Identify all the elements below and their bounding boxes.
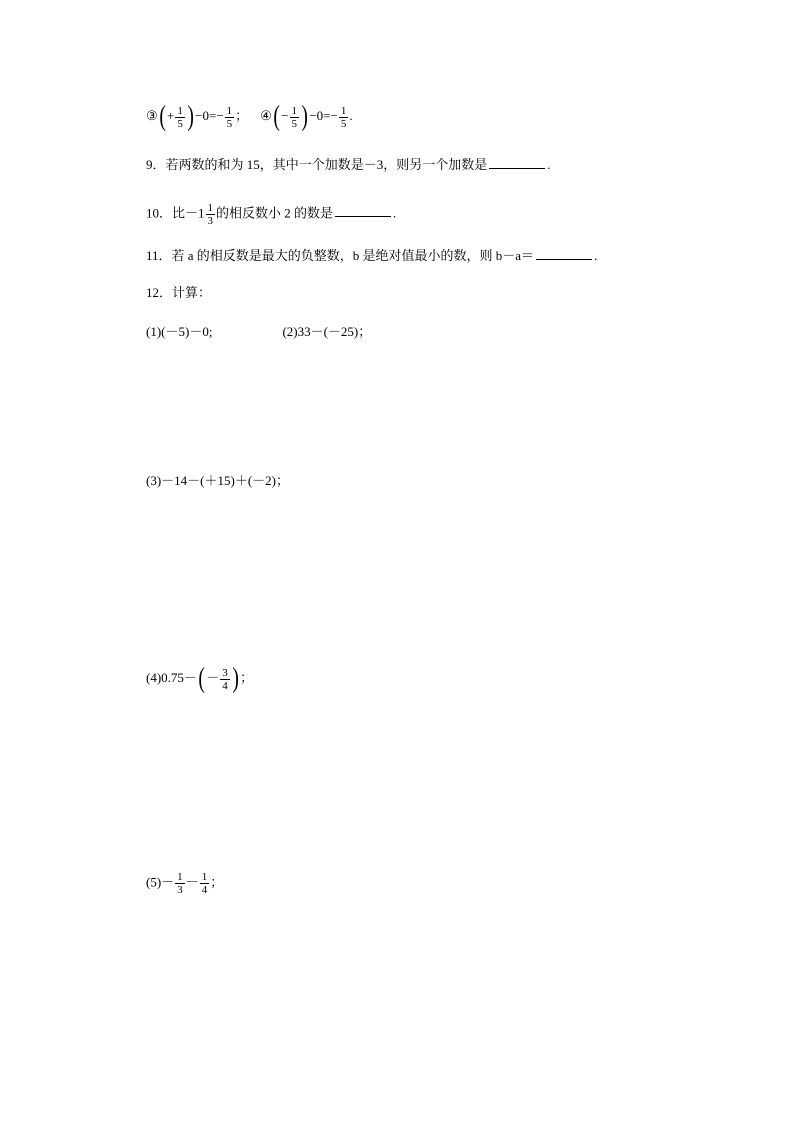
part-5-fraction-1 — [175, 871, 185, 896]
fraction-denominator: 5 — [226, 117, 233, 130]
fraction-denominator: 4 — [222, 679, 228, 692]
answer-blank[interactable] — [489, 156, 545, 169]
question-12-parts-1-2 — [146, 324, 371, 340]
question-12-part-5 — [146, 871, 223, 896]
question-12-part-3: (3)－14－(＋15)＋(－2)； — [146, 473, 289, 488]
question-10 — [146, 202, 396, 227]
answer-blank[interactable] — [536, 247, 592, 260]
fraction-numerator: 1 — [201, 871, 208, 883]
part-4-prefix: (4)0.75－ — [146, 669, 197, 685]
fraction-numerator: 1 — [226, 104, 233, 117]
right-paren: ) — [232, 663, 239, 694]
part-1: (1)(－5)－0; — [146, 324, 213, 339]
question-9-end: . — [547, 157, 551, 172]
left-paren: ( — [198, 663, 205, 694]
equation-line-3-4 — [146, 103, 353, 131]
fraction-denominator: 3 — [207, 215, 214, 227]
question-10-end: . — [393, 205, 397, 221]
item4-fraction — [290, 105, 300, 130]
fraction-numerator: 1 — [177, 871, 183, 883]
item3-mark: ③ — [146, 107, 158, 123]
answer-blank[interactable] — [335, 204, 391, 217]
fraction-numerator: 1 — [207, 202, 214, 214]
question-11-text: 11．若 a 的相反数是最大的负整数，b 是绝对值最小的数，则 b－a＝ — [146, 248, 535, 263]
item4-middle: −0=− — [309, 107, 338, 123]
left-paren: ( — [273, 101, 280, 132]
question-12-title: 12．计算： — [146, 285, 212, 300]
item3-fraction — [175, 105, 185, 130]
fraction-denominator: 4 — [201, 884, 208, 896]
right-paren: ) — [301, 101, 308, 132]
item4-result-fraction — [339, 105, 349, 130]
part-2: (2)33－(－25)； — [282, 324, 372, 339]
question-10-prefix: 10．比－1 — [146, 205, 205, 221]
fraction-denominator: 5 — [177, 117, 183, 130]
question-10-text: 的相反数小 2 的数是 — [216, 205, 334, 221]
fraction-numerator: 1 — [340, 104, 347, 117]
part-5-prefix: (5)－ — [146, 874, 175, 890]
item3-end: ； — [235, 107, 249, 123]
question-9 — [146, 156, 551, 173]
item3-middle: −0=− — [195, 107, 224, 123]
question-12-part-4 — [146, 665, 253, 693]
item3-sign: + — [166, 107, 175, 123]
fraction-numerator: 1 — [291, 104, 297, 117]
question-10-fraction — [206, 202, 216, 227]
left-paren: ( — [159, 101, 166, 132]
item4-end: . — [349, 107, 353, 123]
part-4-end: ； — [240, 669, 254, 685]
item4-mark: ④ — [260, 107, 272, 123]
question-11 — [146, 247, 597, 264]
question-11-end: . — [594, 248, 598, 263]
part-5-fraction-2 — [200, 871, 210, 896]
fraction-numerator: 1 — [177, 104, 183, 117]
question-9-text: 9．若两数的和为 15，其中一个加数是－3，则另一个加数是 — [146, 157, 488, 172]
fraction-denominator: 5 — [291, 117, 297, 130]
part-5-minus: － — [185, 874, 199, 890]
part-4-fraction — [220, 667, 230, 692]
item4-sign: − — [281, 107, 289, 123]
part-4-sign: － — [206, 669, 220, 685]
item3-result-fraction — [225, 105, 235, 130]
part-5-end: ； — [210, 874, 224, 890]
fraction-denominator: 3 — [177, 884, 183, 896]
right-paren: ) — [187, 101, 194, 132]
fraction-numerator: 3 — [222, 666, 228, 679]
fraction-denominator: 5 — [340, 117, 347, 130]
